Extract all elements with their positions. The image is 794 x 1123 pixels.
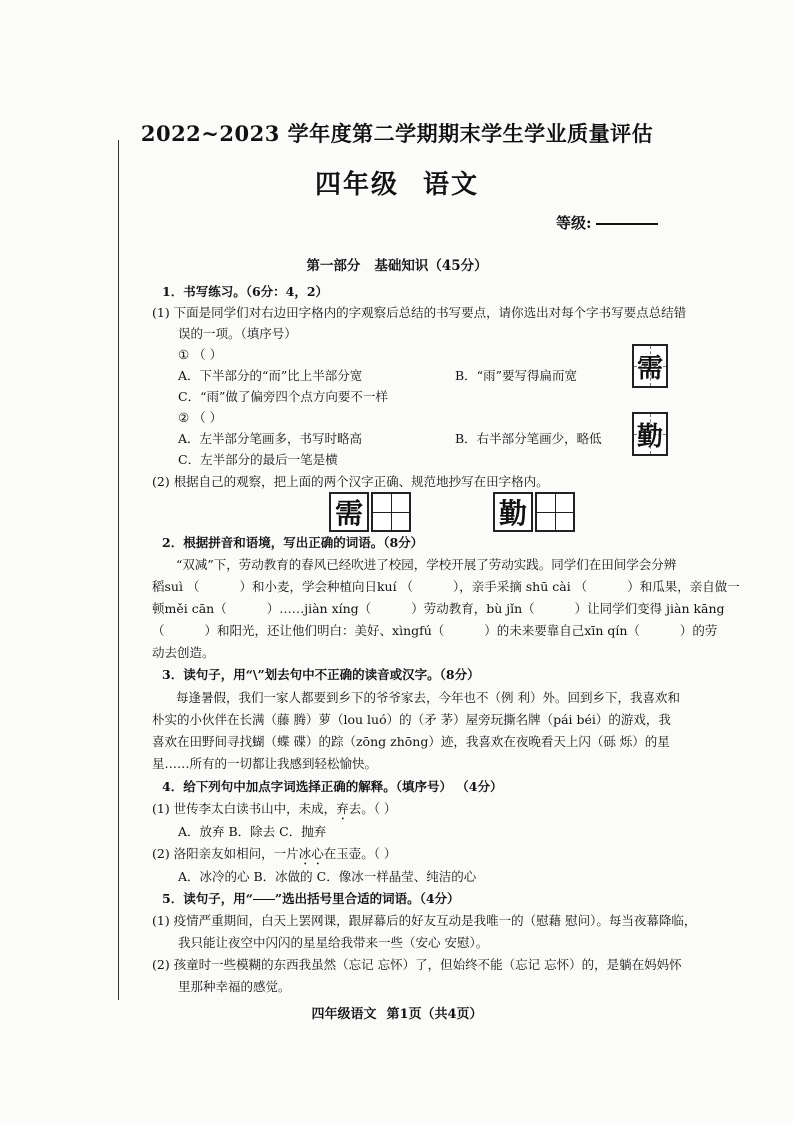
q4-s1-b: 去。（ ） xyxy=(348,801,397,816)
q2-line4-a: （ xyxy=(152,623,165,638)
copy-sample-char-2: 勤 xyxy=(498,497,527,530)
q2-title: 2．根据拼音和语境，写出正确的词语。（8分） xyxy=(162,535,424,550)
q1-item2-option-c: C．左半部分的最后一笔是横 xyxy=(178,452,338,467)
q5-title xyxy=(162,889,460,909)
q2-line5: 动去创造。 xyxy=(152,645,215,660)
q4-title: 4．给下列句中加点字词选择正确的解释。（填序号） （4分） xyxy=(162,779,503,794)
q1-p1-line2: 误的一项。（填序号） xyxy=(178,326,297,341)
tianzige-answer-2[interactable] xyxy=(535,492,575,532)
q4-sentence1-options: A．放弃 B．除去 C．抛弃 xyxy=(178,824,327,839)
q4-s2-b: 在玉壶。（ ） xyxy=(323,846,397,861)
q1-item1-option-b: B．“雨”要写得扁而宽 xyxy=(455,368,577,383)
grade-text: 四年级 xyxy=(314,170,399,200)
q4-sentence1 xyxy=(152,799,396,823)
q2-line3-b: ）……jiàn xíng（ xyxy=(266,601,372,616)
q2-line3 xyxy=(152,599,725,619)
q2-line4 xyxy=(152,621,717,641)
copy-sample-char-1: 需 xyxy=(334,497,363,530)
q1-title: 1．书写练习。（6分：4，2） xyxy=(162,284,329,299)
q2-line2-d: ）和瓜果，亲自做一 xyxy=(627,579,740,594)
q2-line2-a: 稻suì （ xyxy=(152,579,200,594)
sample-char-2: 勤 xyxy=(636,421,663,452)
q3-line3: 喜欢在田野间寻找蝴（蝶 碟）的踪（zōng zhōng）迹，我喜欢在夜晚看天上闪（砾 烁）的星 xyxy=(152,734,670,749)
q5-title-b: ”选出括号里合适的词语。（4分） xyxy=(274,891,460,906)
rating-field xyxy=(556,212,658,233)
q2-line4-d: ）的劳 xyxy=(679,623,718,638)
q1-item2-option-a: A．左半部分笔画多，书写时略高 xyxy=(178,431,363,446)
subject-text: 语文 xyxy=(423,170,480,200)
q2-line2 xyxy=(152,577,740,597)
q4-s1-a: (1) 世传李太白读书山中，未成， xyxy=(152,801,337,816)
q2-line1: “双减”下，劳动教育的春风已经吹进了校园，学校开展了劳动实践。同学们在田间学会分辨 xyxy=(176,557,677,572)
q5-s1-line1: (1) 疫情严重期间，白天上罢网课，跟屏幕后的好友互动是我唯一的（慰藉 慰问）。每当夜幕降临， xyxy=(152,913,697,928)
q1-item1-option-c: C．“雨”做了偏旁四个点方向要不一样 xyxy=(178,389,388,404)
q2-line4-b: ）和阳光，还让他们明白：美好、xìngfú（ xyxy=(204,623,445,638)
q5-title-a: 5．读句子，用“ xyxy=(162,891,253,906)
q5-s2-line1: (2) 孩童时一些模糊的东西我虽然（忘记 忘怀）了，但始终不能（忘记 忘怀）的，是躺在妈妈怀 xyxy=(152,957,682,972)
q2-line3-d: ）让同学们变得 jiàn kāng xyxy=(574,601,725,616)
underline-mark-icon xyxy=(253,899,275,900)
q3-line2: 朴实的小伙伴在长满（藤 腾）萝（lou luó）的（矛 茅）屋旁玩撕名牌（pái béi）的游戏，我 xyxy=(152,712,671,727)
q4-s1-dotted-word: 弃 xyxy=(336,801,349,816)
q2-line2-c: ），亲手采摘 shū cài （ xyxy=(453,579,588,594)
q1-p1-line1: (1) 下面是同学们对右边田字格内的字观察后总结的书写要点，请你选出对每个字书写要点总结错 xyxy=(152,305,687,320)
q3-line1: 每逢暑假，我们一家人都要到乡下的爷爷家去，今年也不（例 利）外。回到乡下，我喜欢和 xyxy=(176,690,680,705)
copy-sample-box-1 xyxy=(329,492,369,532)
q3-line4: 星……所有的一切都让我感到轻松愉快。 xyxy=(152,756,378,771)
q1-item2-label: ② （ ） xyxy=(178,410,223,425)
q1-p2: (2) 根据自己的观察，把上面的两个汉字正确、规范地抄写在田字格内。 xyxy=(152,474,549,489)
q2-line3-a: 顿měi cān（ xyxy=(152,601,227,616)
section-title-b: 基础知识（45分） xyxy=(374,258,488,274)
q2-line3-c: ）劳动教育，bù jǐn（ xyxy=(411,601,535,616)
q1-item1-option-a: A．下半部分的“而”比上半部分宽 xyxy=(178,368,363,383)
tianzige-sample-1 xyxy=(632,344,668,388)
tianzige-answer-1[interactable] xyxy=(371,492,411,532)
tianzige-sample-2 xyxy=(632,412,668,456)
q3-title: 3．读句子，用“\”划去句中不正确的读音或汉字。（8分） xyxy=(162,667,480,682)
q1-item2-option-b: B．右半部分笔画少，略低 xyxy=(455,431,602,446)
q4-s2-a: (2) 洛阳亲友如相问，一片 xyxy=(152,846,299,861)
q2-line4-c: ）的未来要靠自己xīn qín（ xyxy=(484,623,640,638)
section-title xyxy=(0,254,794,274)
footer-page: 第1页（共4页） xyxy=(386,1007,483,1022)
copy-sample-box-2 xyxy=(493,492,533,532)
footer-subject: 四年级语文 xyxy=(311,1007,377,1022)
sample-char-1: 需 xyxy=(636,353,663,384)
q4-sentence2 xyxy=(152,844,396,868)
q1-item1-label: ① （ ） xyxy=(178,347,223,362)
q5-s1-line2: 我只能让夜空中闪闪的星星给我带来一些（安心 安慰）。 xyxy=(178,935,489,950)
exam-title: 2022~2023 学年度第二学期期末学生学业质量评估 xyxy=(140,121,654,146)
q4-sentence2-options: A．冰冷的心 B．冰做的 C．像冰一样晶莹、纯洁的心 xyxy=(178,869,477,884)
rating-blank[interactable] xyxy=(596,223,658,225)
section-title-a: 第一部分 xyxy=(306,258,361,274)
q4-s2-dotted-word: 冰心 xyxy=(298,846,324,861)
q2-line2-b: ）和小麦，学会种植向日kuí （ xyxy=(239,579,414,594)
rating-label: 等级: xyxy=(556,214,592,232)
grade-subject xyxy=(0,164,794,201)
q5-s2-line2: 里那种幸福的感觉。 xyxy=(178,979,291,994)
page-footer xyxy=(0,1003,794,1022)
